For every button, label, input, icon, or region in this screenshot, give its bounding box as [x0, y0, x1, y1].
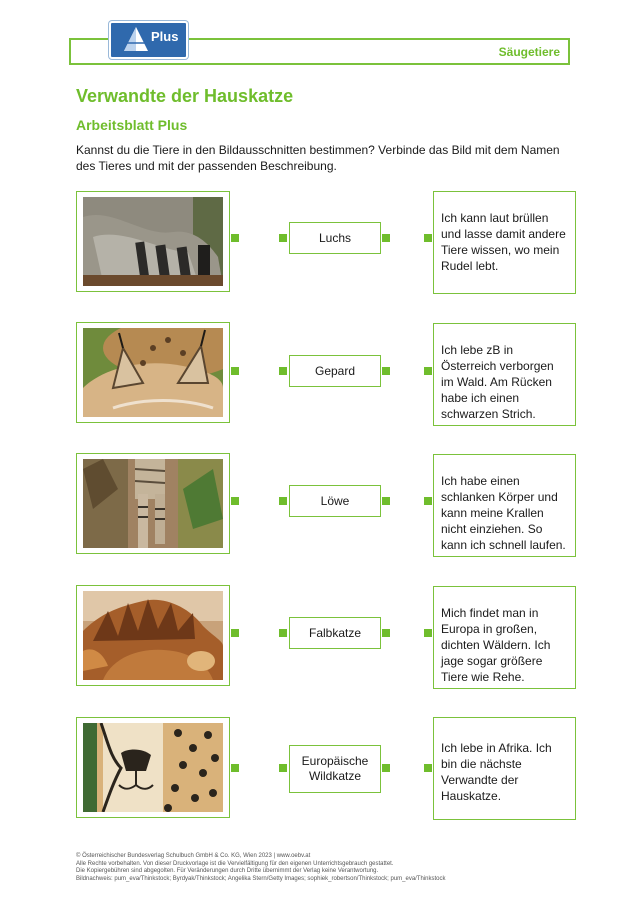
connector-dot[interactable]	[424, 629, 432, 637]
connector-dot[interactable]	[279, 764, 287, 772]
connector-dot[interactable]	[382, 764, 390, 772]
footer-rights: Alle Rechte vorbehalten. Von dieser Druckvorlage ist die Vervielfältigung für den eigenen Unterrichtsgebrauch gestattet.	[76, 860, 394, 867]
connector-dot[interactable]	[382, 234, 390, 242]
connector-dot[interactable]	[231, 367, 239, 375]
page-subtitle: Arbeitsblatt Plus	[76, 117, 188, 133]
name-box-4	[289, 617, 381, 649]
connector-dot[interactable]	[424, 367, 432, 375]
animal-name: Löwe	[320, 493, 350, 508]
connector-dot[interactable]	[231, 629, 239, 637]
animal-name-line1: Europäische	[301, 754, 369, 768]
photo-frame-1	[76, 191, 230, 292]
wildcat-tail-photo	[83, 197, 223, 286]
description-box-2	[433, 323, 576, 426]
photo-frame-5	[76, 717, 230, 818]
photo-frame-3	[76, 453, 230, 554]
description-box-3	[433, 454, 576, 557]
connector-dot[interactable]	[279, 367, 287, 375]
description-box-1	[433, 191, 576, 294]
description-text: Mich findet man in Europa in großen, dichten Wäldern. Ich jage sogar größere Tiere wie Rehe.	[441, 606, 551, 684]
photo-frame-2	[76, 322, 230, 423]
connector-dot[interactable]	[424, 497, 432, 505]
description-text: Ich lebe in Afrika. Ich bin die nächste Verwandte der Hauskatze.	[441, 741, 552, 803]
photo-frame-4	[76, 585, 230, 686]
page-title: Verwandte der Hauskatze	[76, 86, 294, 106]
lynx-ears-photo	[83, 328, 223, 417]
plus-logo	[109, 21, 188, 59]
connector-dot[interactable]	[382, 629, 390, 637]
animal-name: Luchs	[318, 230, 352, 245]
name-box-1	[289, 222, 381, 254]
african-wildcat-legs-photo	[83, 459, 223, 548]
footer-image-credits: Bildnachweis: pum_eva/Thinkstock; Byrdyak/Thinkstock; Angelika Stern/Getty Images; sophiek_robertson/Thinkstock; pum_eva/Thinkstock	[76, 875, 446, 882]
connector-dot[interactable]	[424, 234, 432, 242]
footer-copyright: © Österreichischer Bundesverlag Schulbuch GmbH & Co. KG, Wien 2023 | www.oebv.at	[76, 853, 311, 859]
animal-name	[302, 754, 369, 784]
connector-dot[interactable]	[231, 764, 239, 772]
connector-dot[interactable]	[382, 367, 390, 375]
connector-dot[interactable]	[231, 234, 239, 242]
footer	[76, 853, 596, 883]
animal-name-line2: Wildkatze	[308, 769, 361, 783]
footer-fees: Die Kopiergebühren sind abgegolten. Für Veränderungen durch Dritte übernimmt der Verlag keine Verantwortung.	[76, 868, 379, 874]
description-text: Ich habe einen schlanken Körper und kann meine Krallen nicht einziehen. So kann ich schnell laufen.	[441, 474, 566, 552]
logo-text: Plus	[151, 29, 179, 44]
description-text: Ich lebe zB in Österreich verborgen im Wald. Am Rücken habe ich einen schwarzen Strich.	[441, 343, 554, 421]
name-box-3	[289, 485, 381, 517]
cheetah-face-photo	[83, 723, 223, 812]
connector-dot[interactable]	[382, 497, 390, 505]
connector-dot[interactable]	[424, 764, 432, 772]
connector-dot[interactable]	[279, 497, 287, 505]
animal-name: Falbkatze	[308, 625, 362, 640]
instructions-text: Kannst du die Tiere in den Bildausschnitten bestimmen? Verbinde das Bild mit dem Namen des Tieres und mit der passenden Beschreibung.	[76, 143, 560, 173]
pyramid-logo-icon	[123, 25, 149, 53]
connector-dot[interactable]	[279, 629, 287, 637]
lion-mane-photo	[83, 591, 223, 680]
animal-name: Gepard	[314, 363, 356, 378]
connector-dot[interactable]	[279, 234, 287, 242]
name-box-2	[289, 355, 381, 387]
name-box-5	[289, 745, 381, 793]
section-label: Säugetiere	[498, 45, 560, 59]
description-box-4	[433, 586, 576, 689]
connector-dot[interactable]	[231, 497, 239, 505]
description-box-5	[433, 717, 576, 820]
description-text: Ich kann laut brüllen und lasse damit andere Tiere wissen, wo mein Rudel lebt.	[441, 211, 566, 273]
